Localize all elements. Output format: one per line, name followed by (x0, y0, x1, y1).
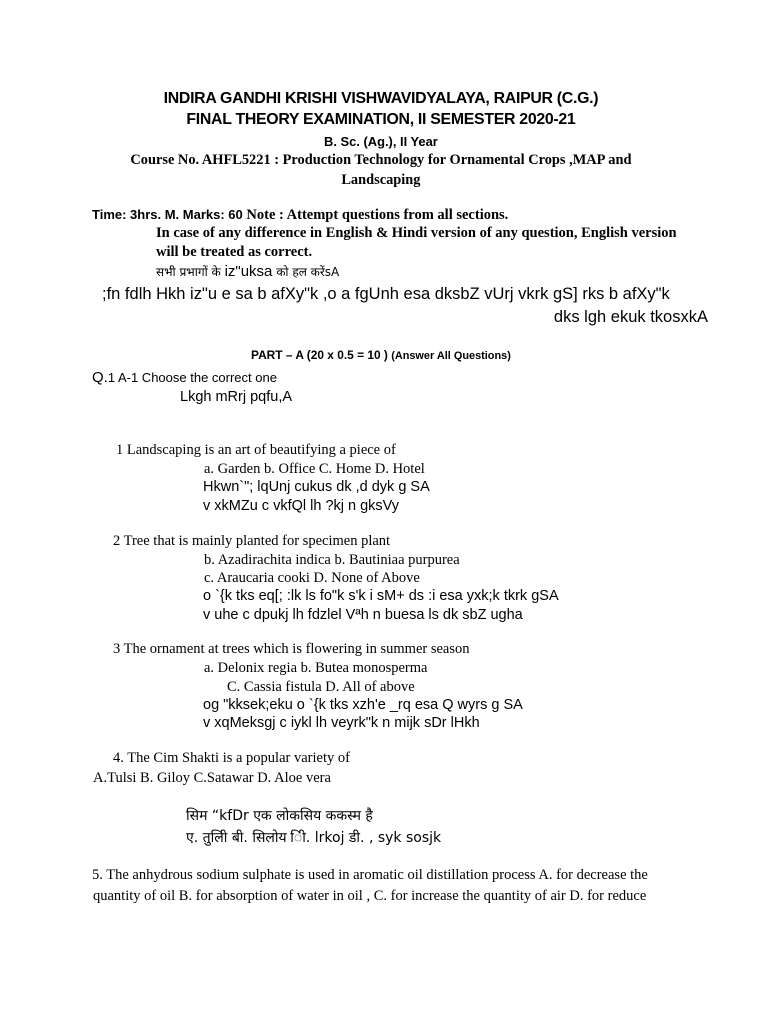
question-4: 4. The Cim Shakti is a popular variety of (113, 750, 350, 766)
question-5-line-2: quantity of oil B. for absorption of water in oil , C. for increase the quantity of air D. for reduce (93, 888, 647, 904)
course-line-1: Course No. AHFL5221 : Production Technology for Ornamental Crops ,MAP and (130, 152, 632, 168)
time-marks-line (92, 206, 508, 224)
question-2-options-1: b. Azadirachita indica b. Bautiniaa purpurea (204, 552, 460, 568)
question-4-hindi-1: सिम “kfDr एक लोकसिय ककस्म है (186, 808, 373, 824)
exam-title: FINAL THEORY EXAMINATION, II SEMESTER 2020-21 (186, 111, 576, 128)
question-1-options: a. Garden b. Office C. Home D. Hotel (204, 461, 425, 477)
hindi-instruction (156, 263, 339, 281)
question-3-options-2: C. Cassia fistula D. All of above (227, 679, 415, 695)
question-4-hindi-2: ए. तुलिी बी. सिलोय िी. lrkoj डी. , syk sosjk (186, 830, 442, 846)
question-3-options-1: a. Delonix regia b. Butea monosperma (204, 660, 428, 676)
hindi-note-line-2: dks lgh ekuk tkosxkA (553, 308, 708, 326)
note-text: Note : Attempt questions from all sections. (242, 207, 509, 223)
q-text: 1 A-1 Choose the correct one (107, 370, 277, 385)
question-3-hindi-1: og "kksek;eku o `{k tks xzh'e _rq esa Q wyrs g SA (203, 697, 523, 713)
question-2-options-2: c. Araucaria cooki D. None of Above (204, 570, 420, 586)
question-1: 1 Landscaping is an art of beautifying a piece of (116, 442, 396, 458)
question-2: 2 Tree that is mainly planted for specimen plant (113, 533, 391, 549)
course-line-2: Landscaping (341, 172, 421, 188)
question-1-hindi-1: Hkwn`"; lqUnj cukus dk ,d dyk g SA (203, 479, 430, 495)
question-2-hindi-2: v uhe c dpukj lh fdzlel Vªh n buesa ls dk sbZ ugha (203, 607, 523, 623)
question-3: 3 The ornament at trees which is flowering in summer season (113, 641, 470, 657)
hindi-mid: iz"uksa (224, 263, 273, 280)
hindi-suffix: को हल करेंsA (272, 265, 340, 279)
hindi-prefix: सभी प्रभागों के (156, 265, 225, 279)
question-2-hindi-1: o `{k tks eq[; :lk ls fo"k s'k i sM+ ds :i esa yxk;k tkrk gSA (203, 588, 559, 604)
part-a-title: PART – A (20 x 0.5 = 10 ) (251, 348, 388, 362)
program-line: B. Sc. (Ag.), II Year (324, 134, 438, 149)
part-a-note: (Answer All Questions) (391, 350, 511, 362)
question-3-hindi-2: v xqMeksgj c iykl lh veyrk"k n mijk sDr lHkh (203, 715, 480, 731)
q-prefix: Q. (92, 369, 108, 386)
question-5-line-1: 5. The anhydrous sodium sulphate is used in aromatic oil distillation process A. for decrease the (92, 867, 648, 883)
q1-heading (92, 369, 277, 387)
part-a-heading (0, 348, 762, 362)
question-4-options: A.Tulsi B. Giloy C.Satawar D. Aloe vera (93, 770, 331, 786)
hindi-note-line-1: ;fn fdlh Hkh iz"u e sa b afXy"k ,o a fgUnh esa dksbZ vUrj vkrk gS] rks b afXy"k (102, 285, 670, 303)
question-1-hindi-2: v xkMZu c vkfQl lh ?kj n gksVy (203, 498, 400, 514)
university-title: INDIRA GANDHI KRISHI VISHWAVIDYALAYA, RAIPUR (C.G.) (163, 90, 599, 107)
time-marks: Time: 3hrs. M. Marks: 60 (92, 207, 243, 222)
q-hindi: Lkgh mRrj pqfu,A (180, 389, 293, 405)
instruction-line-3: will be treated as correct. (156, 244, 313, 260)
instruction-line-2: In case of any difference in English & Hindi version of any question, English version (156, 225, 677, 241)
